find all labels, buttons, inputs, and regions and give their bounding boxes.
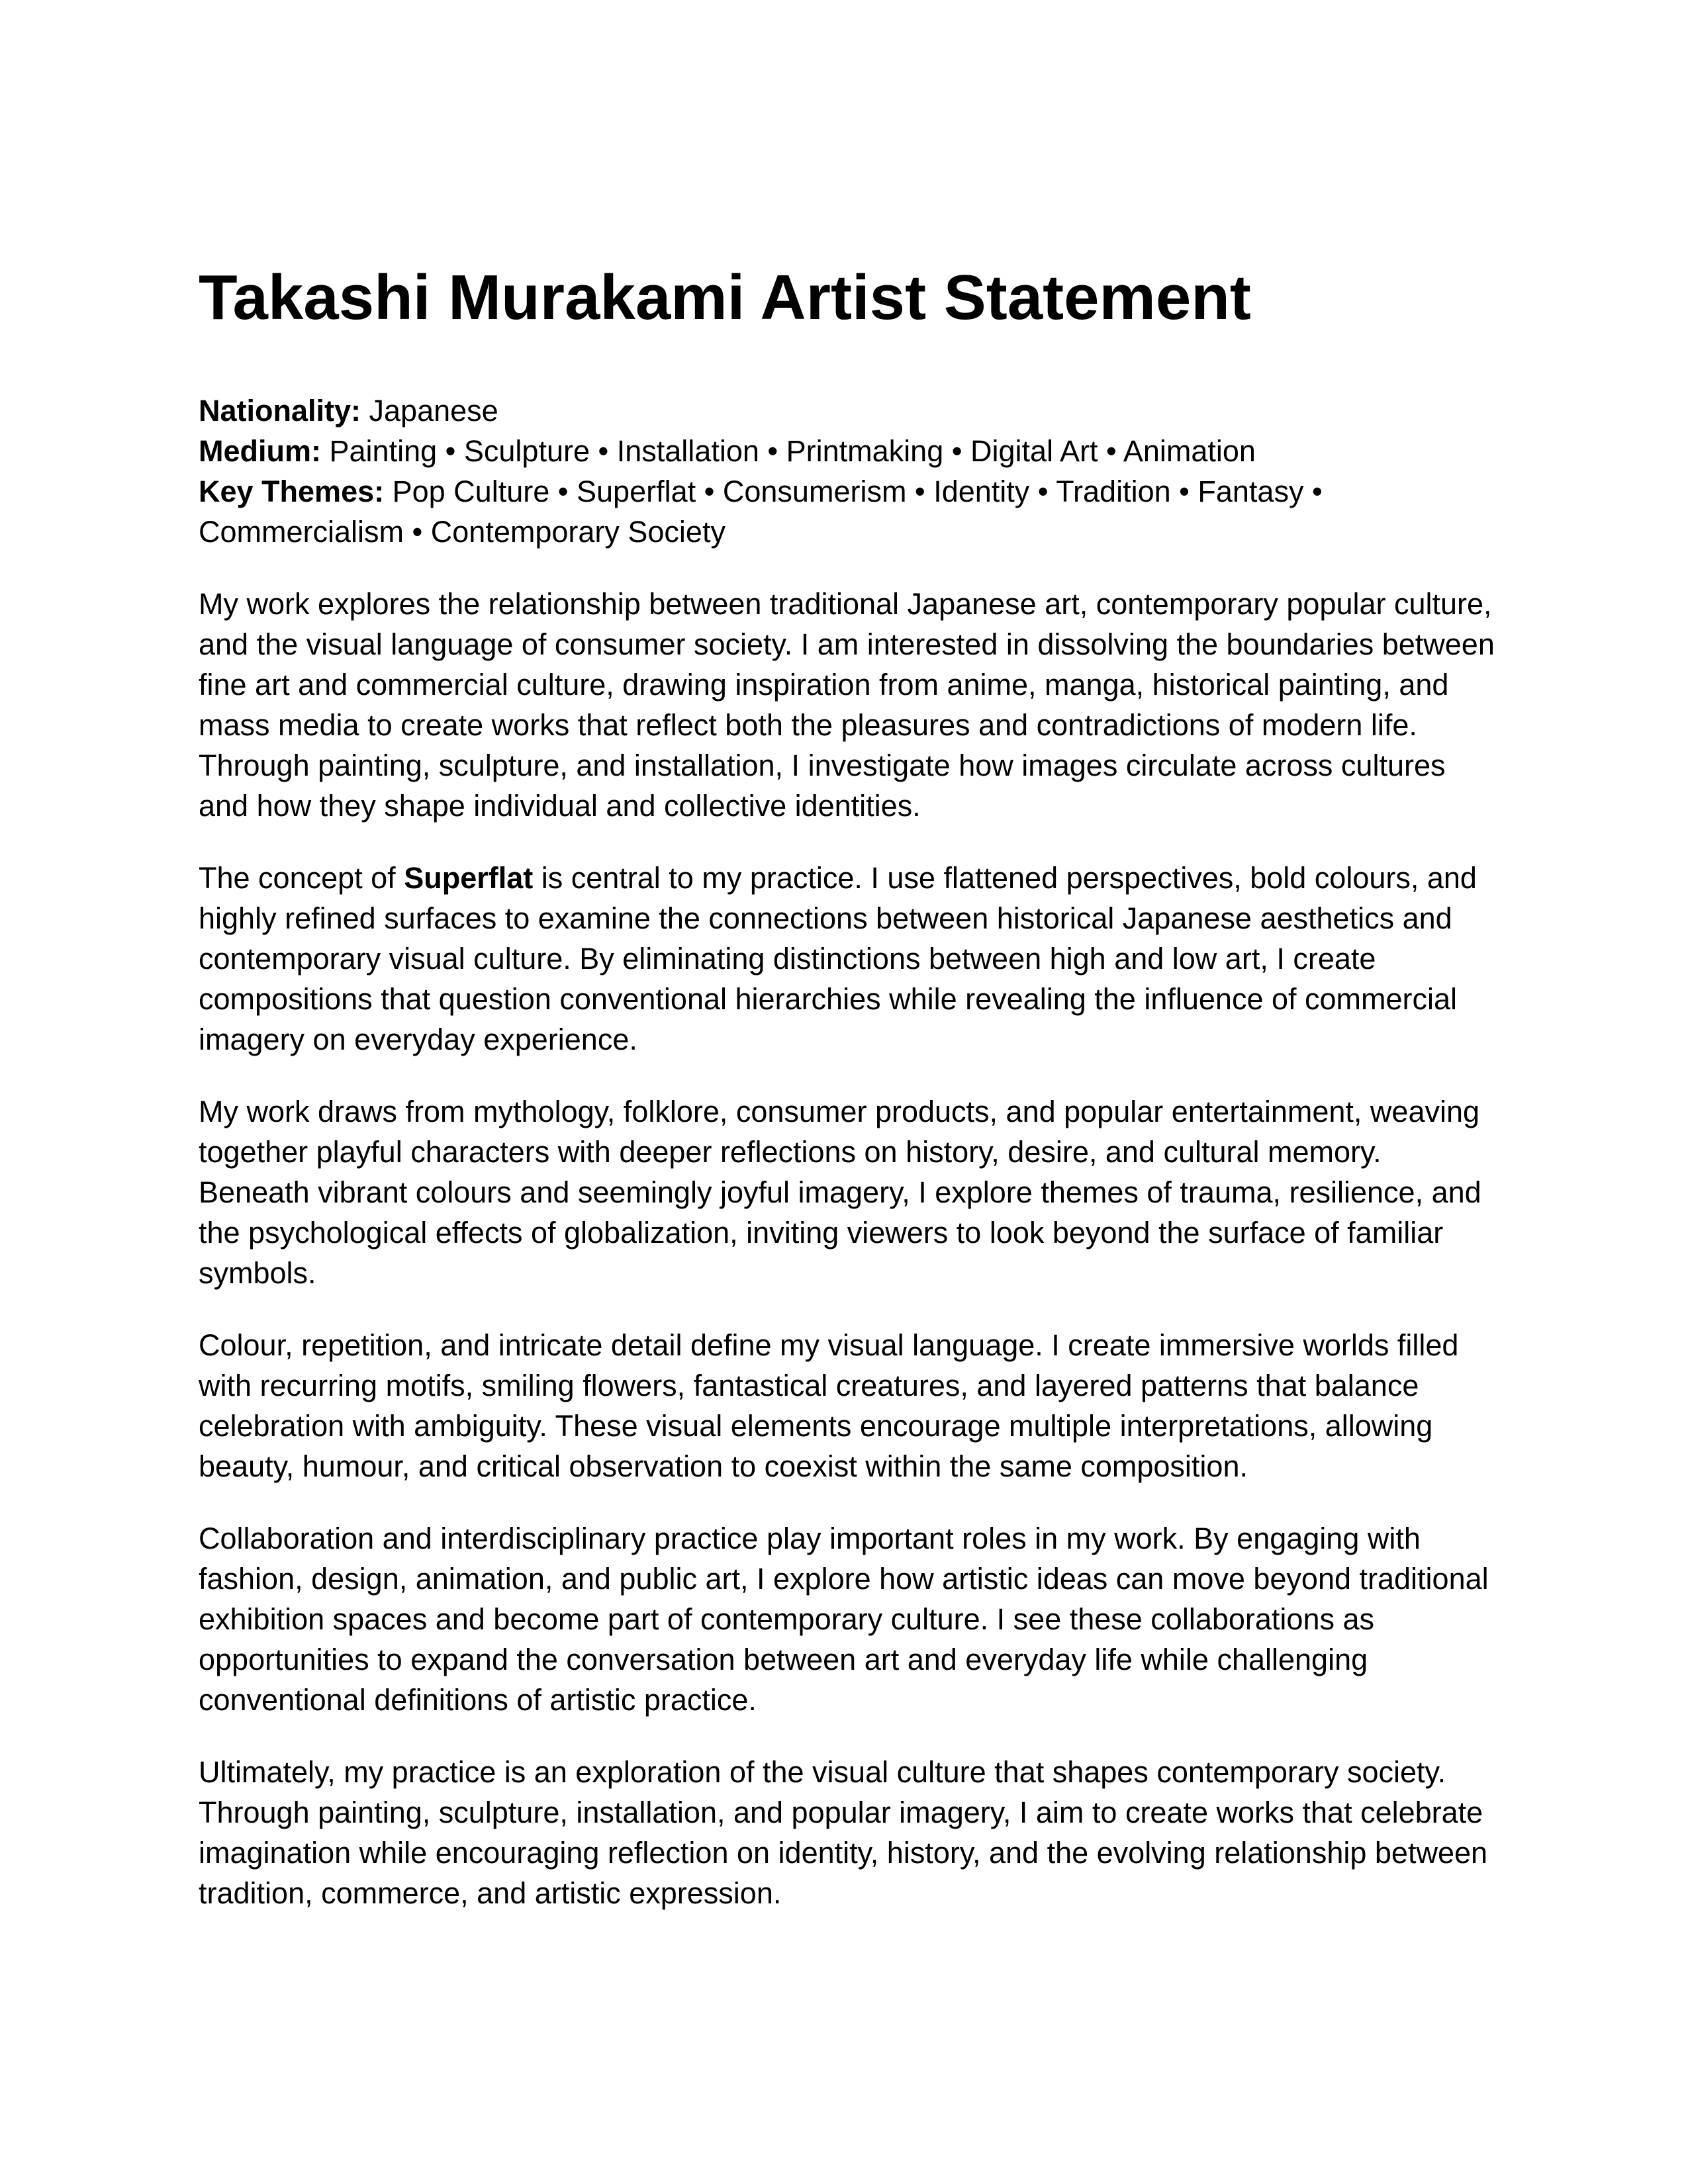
paragraph-2-intro: The concept of	[199, 861, 404, 895]
artist-meta	[199, 390, 1496, 552]
paragraph-6: Ultimately, my practice is an exploration of the visual culture that shapes contemporary society. Through painting, sculpture, installation, and popular imagery, I aim to create works that celebrate imagination while encouraging reflection on identity, history, and the evolving relationship between tradition, commerce, and artistic expression.	[199, 1755, 1488, 1910]
paragraph-2	[199, 858, 1496, 1060]
themes-value: Pop Culture • Superflat • Consumerism • Identity • Tradition • Fantasy • Commercialism • Contemporary Society	[199, 475, 1323, 549]
medium-line	[199, 431, 1496, 471]
nationality-value: Japanese	[361, 394, 498, 428]
medium-label: Medium:	[199, 434, 321, 468]
paragraph-1: My work explores the relationship between traditional Japanese art, contemporary popular culture, and the visual language of consumer society. I am interested in dissolving the boundaries between fine art and commercial culture, drawing inspiration from anime, manga, historical painting, and mass media to create works that reflect both the pleasures and contradictions of modern life. Through painting, sculpture, and installation, I investigate how images circulate across cultures and how they shape individual and collective identities.	[199, 587, 1495, 823]
themes-line	[199, 471, 1496, 552]
document-page	[199, 251, 1496, 1913]
paragraph-3: My work draws from mythology, folklore, consumer products, and popular entertainment, weaving together playful characters with deeper reflections on history, desire, and cultural memory. Beneath vibrant colours and seemingly joyful imagery, I explore themes of trauma, resilience, and the psychological effects of globalization, inviting viewers to look beyond the surface of familiar symbols.	[199, 1095, 1481, 1290]
superflat-term: Superflat	[404, 861, 534, 895]
nationality-label: Nationality:	[199, 394, 361, 428]
document-title: Takashi Murakami Artist Statement	[199, 262, 1251, 333]
medium-value: Painting • Sculpture • Installation • Printmaking • Digital Art • Animation	[321, 434, 1256, 468]
paragraph-5: Collaboration and interdisciplinary practice play important roles in my work. By engaging with fashion, design, animation, and public art, I explore how artistic ideas can move beyond traditional exhibition spaces and become part of contemporary culture. I see these collaborations as opportunities to expand the conversation between art and everyday life while challenging conventional definitions of artistic practice.	[199, 1522, 1489, 1717]
paragraph-2-body: is central to my practice. I use flattened perspectives, bold colours, and highly refined surfaces to examine the connections between historical Japanese aesthetics and contemporary visual culture. By eliminating distinctions between high and low art, I create compositions that question conventional hierarchies while revealing the influence of commercial imagery on everyday experience.	[199, 861, 1477, 1056]
themes-label: Key Themes:	[199, 475, 385, 508]
paragraph-4: Colour, repetition, and intricate detail define my visual language. I create immersive worlds filled with recurring motifs, smiling flowers, fantastical creatures, and layered patterns that balance celebration with ambiguity. These visual elements encourage multiple interpretations, allowing beauty, humour, and critical observation to coexist within the same composition.	[199, 1328, 1459, 1483]
nationality-line	[199, 390, 1496, 431]
